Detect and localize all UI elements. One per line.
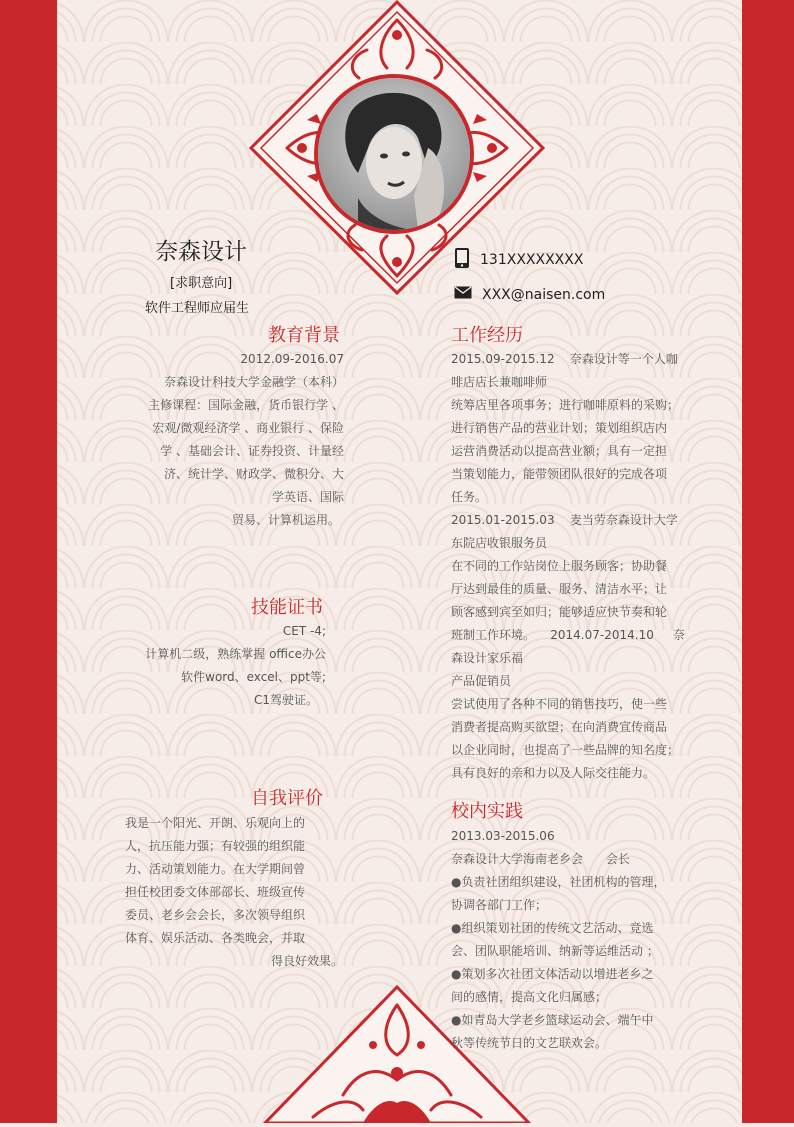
- text-line: 奈森设计科技大学金融学（本科）: [163, 375, 344, 389]
- text-line: ●负责社团组织建设，社团机构的管理，: [451, 875, 666, 889]
- text-line: 在不同的工作站岗位上服务顾客；协助餐: [451, 559, 668, 573]
- text-line: C1驾驶证。: [253, 693, 318, 707]
- applicant-name: 奈森设计: [155, 239, 247, 265]
- text-line: 宏观/微观经济学 、商业银行 、保险: [152, 421, 344, 435]
- text-line: 以企业同时，也提高了一些品牌的知名度；: [451, 743, 680, 757]
- campus-practice-content: [451, 825, 701, 1055]
- text-line: 2012.09-2016.07: [240, 352, 344, 366]
- text-line: 得良好效果。: [270, 954, 343, 968]
- phone-contact: [454, 247, 583, 273]
- text-line: 具有良好的亲和力以及人际交往能力。: [451, 766, 656, 780]
- text-line: ●组织策划社团的传统文艺活动、竞选: [451, 921, 654, 935]
- text-line: 2015.09-2015.12 奈森设计等一个人咖: [451, 352, 678, 366]
- text-line: 当策划能力，能带领团队很好的完成各项: [451, 467, 668, 481]
- text-line: 消费者提高购买欲望；在向消费宣传商品: [451, 720, 668, 734]
- text-line: ●如青岛大学老乡篮球运动会、端午中: [451, 1013, 654, 1027]
- text-line: 尝试使用了各种不同的销售技巧，使一些: [451, 697, 668, 711]
- left-red-bar: [0, 0, 57, 1123]
- text-line: 学 、基础会计、证券投资、计量经: [160, 444, 344, 458]
- text-line: 进行销售产品的营业计划；策划组织店内: [451, 421, 668, 435]
- self-evaluation-title: 自我评价: [251, 788, 323, 809]
- job-intent-label: [求职意向]: [170, 276, 233, 291]
- text-line: 产品促销员: [451, 674, 512, 688]
- education-content: [120, 348, 344, 532]
- text-line: 主修课程：国际金融，货币银行学 、: [148, 398, 344, 412]
- text-line: 贸易、计算机运用。: [231, 513, 340, 527]
- campus-practice-title: 校内实践: [451, 801, 523, 822]
- text-line: 任务。: [451, 490, 488, 504]
- text-line: 间的感情，提高文化归属感；: [451, 990, 608, 1004]
- text-line: 协调各部门工作；: [451, 898, 548, 912]
- text-line: 东院店收银服务员: [451, 536, 548, 550]
- text-line: 学英语、国际: [271, 490, 344, 504]
- text-line: 班制工作环境。 2014.07-2014.10 奈: [451, 628, 685, 642]
- text-line: 计算机二级，熟练掌握 office办公: [145, 647, 326, 661]
- text-line: 委员、老乡会会长，多次领导组织: [125, 908, 306, 922]
- work-experience-content: [451, 348, 701, 785]
- education-title: 教育背景: [268, 325, 340, 346]
- text-line: 运营消费活动以提高营业额；具有一定担: [451, 444, 668, 458]
- email-address: XXX@naisen.com: [482, 286, 606, 303]
- envelope-icon: [454, 286, 472, 303]
- text-line: 济、统计学、财政学、微积分、大: [163, 467, 344, 481]
- phone-icon: [454, 247, 470, 273]
- text-line: 顾客感到宾至如归；能够适应快节奏和轮: [451, 605, 668, 619]
- text-line: 我是一个阳光、开朗、乐观向上的: [125, 816, 306, 830]
- text-line: ●策划多次社团文体活动以增进老乡之: [451, 967, 654, 981]
- text-line: 秋等传统节日的文艺联欢会。: [451, 1036, 608, 1050]
- text-line: 力、活动策划能力。在大学期间曾: [125, 862, 306, 876]
- text-line: 软件word、excel、ppt等;: [181, 670, 326, 684]
- text-line: 啡店店长兼咖啡师: [451, 375, 548, 389]
- right-red-bar: [742, 0, 794, 1123]
- text-line: 2013.03-2015.06: [451, 829, 555, 843]
- self-evaluation-content: [125, 812, 347, 973]
- skills-title: 技能证书: [251, 597, 323, 618]
- email-contact: [454, 286, 605, 303]
- text-line: 会、团队职能培训、纳新等运维活动 ；: [451, 944, 659, 958]
- text-line: 2015.01-2015.03 麦当劳奈森设计大学: [451, 513, 678, 527]
- text-line: 厅达到最佳的质量、服务、清洁水平；让: [451, 582, 668, 596]
- text-line: CET -4;: [282, 624, 326, 638]
- text-line: 体育、娱乐活动、各类晚会，并取: [125, 931, 306, 945]
- work-experience-title: 工作经历: [451, 325, 523, 346]
- text-line: 担任校团委文体部部长、班级宣传: [125, 885, 306, 899]
- job-position: 软件工程师应届生: [145, 301, 250, 316]
- profile-photo: [318, 78, 470, 230]
- text-line: 人，抗压能力强；有较强的组织能: [125, 839, 306, 853]
- skills-content: [110, 620, 326, 712]
- text-line: 统筹店里各项事务；进行咖啡原料的采购；: [451, 398, 680, 412]
- text-line: 奈森设计大学海南老乡会 会长: [451, 852, 630, 866]
- phone-number: 131XXXXXXXX: [480, 252, 584, 268]
- text-line: 森设计家乐福: [451, 651, 524, 665]
